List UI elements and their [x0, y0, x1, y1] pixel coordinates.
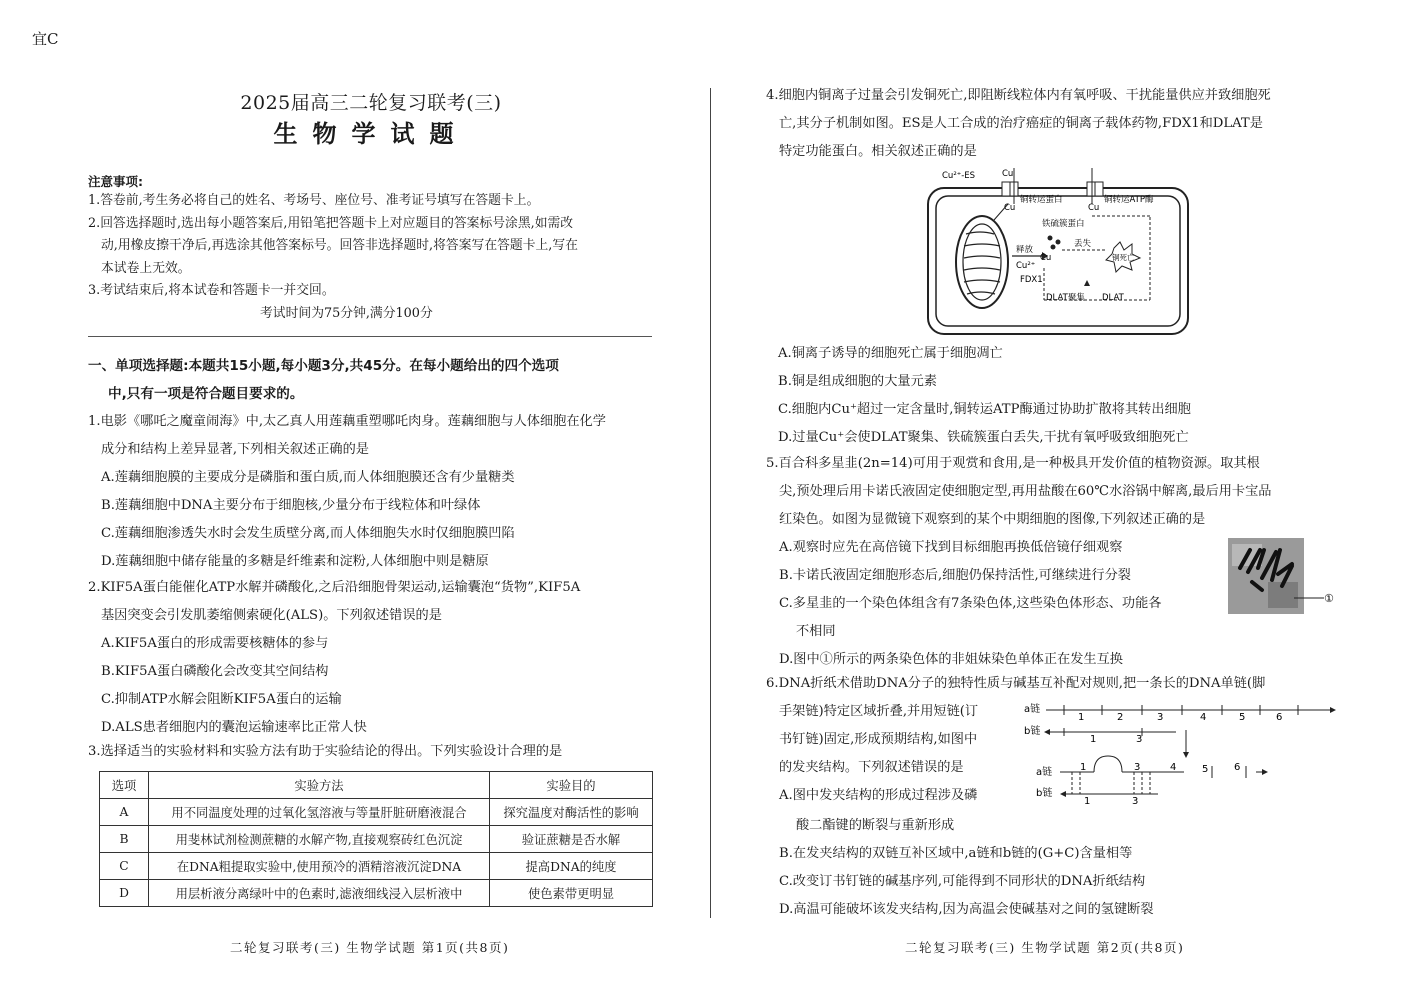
label-num: 1 — [1090, 734, 1097, 745]
label-num: 1 — [1080, 762, 1087, 773]
divider — [88, 336, 652, 337]
notice-block — [88, 190, 578, 325]
table-cell: 用斐林试剂检测蔗糖的水解产物,直接观察砖红色沉淀 — [149, 826, 490, 853]
table-row — [100, 853, 653, 880]
exam-title: 2025届高三二轮复习联考(三) — [240, 92, 502, 114]
label-fes: 铁硫簇蛋白 — [1042, 219, 1085, 229]
q6-option-b: B.在发夹结构的双链互补区域中,a链和b链的(G+C)含量相等 — [779, 846, 1133, 861]
column-divider — [710, 88, 711, 918]
label-num: 4 — [1170, 762, 1177, 773]
q4-option-c: C.细胞内Cu⁺超过一定含量时,铜转运ATP酶通过协助扩散将其转出细胞 — [778, 402, 1191, 417]
q2-option-d: D.ALS患者细胞内的囊泡运输速率比正常人快 — [101, 720, 367, 735]
table-row — [100, 799, 653, 826]
q1-stem: 成分和结构上差异显著,下列相关叙述正确的是 — [101, 442, 369, 457]
label-num: 4 — [1200, 712, 1207, 723]
table-row — [100, 826, 653, 853]
q5-option-c-cont: 不相同 — [796, 624, 836, 639]
table-cell: C — [100, 853, 149, 880]
table-cell: 提高DNA的纯度 — [490, 853, 653, 880]
q4-option-d: D.过量Cu⁺会使DLAT聚集、铁硫簇蛋白丢失,干扰有氧呼吸致细胞死亡 — [778, 430, 1189, 445]
label-b-chain: b链 — [1036, 788, 1053, 799]
q3-table — [99, 771, 653, 907]
notice-line: 3.考试结束后,将本试卷和答题卡一并交回。 — [88, 283, 335, 298]
notice-line: 2.回答选择题时,选出每小题答案后,用铅笔把答题卡上对应题目的答案标号涂黑,如需改 — [88, 215, 574, 231]
q5-option-c: C.多星韭的一个染色体组含有7条染色体,这些染色体形态、功能各 — [779, 596, 1162, 611]
q1-option-a: A.莲藕细胞膜的主要成分是磷脂和蛋白质,而人体细胞膜还含有少量糖类 — [101, 470, 515, 485]
figure-marker: ① — [1324, 592, 1334, 605]
question-4-options — [778, 340, 1191, 452]
label-a-chain: a链 — [1024, 704, 1041, 715]
footer-left: 二轮复习联考(三) 生物学试题 第1页(共8页) — [230, 940, 510, 955]
q1-option-d: D.莲藕细胞中储存能量的多糖是纤维素和淀粉,人体细胞中则是糖原 — [101, 554, 489, 569]
question-5 — [766, 450, 1271, 674]
table-cell: B — [100, 826, 149, 853]
table-header: 实验方法 — [149, 772, 490, 799]
label-num: 2 — [1117, 712, 1124, 723]
label-loss: 丢失 — [1074, 239, 1092, 249]
table-cell: A — [100, 799, 149, 826]
q1-stem: 1.电影《哪吒之魔童闹海》中,太乙真人用莲藕重塑哪吒肉身。莲藕细胞与人体细胞在化学 — [88, 414, 606, 429]
label-num: 3 — [1157, 712, 1164, 723]
q6-stem: 书钉链)固定,形成预期结构,如图中 — [779, 732, 978, 747]
q2-option-c: C.抑制ATP水解会阻断KIF5A蛋白的运输 — [101, 692, 342, 707]
micrograph-image — [1228, 538, 1338, 616]
q5-option-b: B.卡诺氏液固定细胞形态后,细胞仍保持活性,可继续进行分裂 — [779, 568, 1131, 583]
label-cu: Cu — [1088, 203, 1100, 213]
q2-option-b: B.KIF5A蛋白磷酸化会改变其空间结构 — [101, 664, 329, 679]
label-death: 铜死亡 — [1112, 253, 1135, 262]
notice-line: 动,用橡皮擦干净后,再选涂其他答案标号。回答非选择题时,将答案写在答题卡上,写在 — [101, 238, 578, 253]
logo: 宜C — [32, 30, 59, 48]
q4-stem: 特定功能蛋白。相关叙述正确的是 — [779, 144, 977, 159]
q5-stem: 尖,预处理后用卡诺氏液固定使细胞定型,再用盐酸在60℃水浴锅中解离,最后用卡宝品 — [779, 484, 1272, 499]
section-title-line2: 中,只有一项是符合题目要求的。 — [108, 386, 304, 402]
table-cell: 验证蔗糖是否水解 — [490, 826, 653, 853]
notice-line: 本试卷上无效。 — [101, 260, 191, 276]
q6-option-a: A.图中发夹结构的形成过程涉及磷 — [779, 788, 978, 803]
table-header: 实验目的 — [490, 772, 653, 799]
label-dlat: DLAT — [1102, 293, 1124, 303]
q6-stem: 手架链)特定区域折叠,并用短链(订 — [779, 704, 979, 719]
q5-stem: 红染色。如图为显微镜下观察到的某个中期细胞的图像,下列叙述正确的是 — [779, 512, 1206, 527]
section-title-line1: 一、单项选择题:本题共15小题,每小题3分,共45分。在每小题给出的四个选项 — [88, 358, 559, 374]
question-4-stem — [766, 82, 1271, 166]
label-transporter-in: 铜转运蛋白 — [1020, 195, 1063, 205]
table-cell: 使色素带更明显 — [490, 880, 653, 907]
label-num: 6 — [1234, 762, 1241, 773]
label-num: 5 — [1202, 764, 1209, 775]
q5-option-a: A.观察时应先在高倍镜下找到目标细胞再换低倍镜仔细观察 — [779, 540, 1123, 555]
table-header-row — [100, 772, 653, 799]
label-cu: Cu — [1002, 169, 1014, 179]
q4-stem: 亡,其分子机制如图。ES是人工合成的治疗癌症的铜离子载体药物,FDX1和DLAT是 — [779, 116, 1263, 131]
q6-option-c: C.改变订书钉链的碱基序列,可能得到不同形状的DNA折纸结构 — [779, 874, 1146, 889]
q1-option-b: B.莲藕细胞中DNA主要分布于细胞核,少量分布于线粒体和叶绿体 — [101, 498, 481, 513]
label-a-chain: a链 — [1036, 767, 1053, 778]
q2-stem: 2.KIF5A蛋白能催化ATP水解并磷酸化,之后沿细胞骨架运动,运输囊泡“货物”,KIF5A — [88, 580, 581, 595]
q6-stem: 的发夹结构。下列叙述错误的是 — [779, 760, 964, 775]
subject-title: 生物学试题 — [273, 120, 469, 148]
dna-hairpin-diagram — [1024, 700, 1340, 810]
q4-stem: 4.细胞内铜离子过量会引发铜死亡,即阻断线粒体内有氧呼吸、干扰能量供应并致细胞死 — [766, 88, 1271, 103]
q1-option-c: C.莲藕细胞渗透失水时会发生质壁分离,而人体细胞失水时仅细胞膜凹陷 — [101, 526, 515, 541]
q5-stem: 5.百合科多星韭(2n=14)可用于观赏和食用,是一种极具开发价值的植物资源。取其根 — [766, 456, 1260, 471]
label-num: 1 — [1084, 796, 1091, 807]
notice-heading: 注意事项: — [88, 174, 143, 189]
q5-option-d: D.图中①所示的两条染色体的非姐妹染色单体正在发生互换 — [779, 652, 1123, 667]
q4-option-a: A.铜离子诱导的细胞死亡属于细胞凋亡 — [778, 346, 1003, 361]
q3-stem: 3.选择适当的实验材料和实验方法有助于实验结论的得出。下列实验设计合理的是 — [88, 744, 563, 759]
table-row — [100, 880, 653, 907]
label-cu-es: Cu²⁺-ES — [942, 171, 976, 181]
time-info: 考试时间为75分钟,满分100分 — [260, 305, 433, 321]
question-1 — [88, 408, 606, 576]
label-num: 5 — [1239, 712, 1246, 723]
table-cell: 探究温度对酶活性的影响 — [490, 799, 653, 826]
table-cell: 用不同温度处理的过氧化氢溶液与等量肝脏研磨液混合 — [149, 799, 490, 826]
label-transporter-out: 铜转运ATP酶 — [1104, 195, 1154, 205]
footer-right: 二轮复习联考(三) 生物学试题 第2页(共8页) — [905, 940, 1185, 955]
table-cell: 在DNA粗提取实验中,使用预冷的酒精溶液沉淀DNA — [149, 853, 490, 880]
q2-stem: 基因突变会引发肌萎缩侧索硬化(ALS)。下列叙述错误的是 — [101, 608, 442, 623]
q6-option-d: D.高温可能破坏该发夹结构,因为高温会使碱基对之间的氢键断裂 — [779, 902, 1154, 917]
q6-option-a-cont: 酸二酯键的断裂与重新形成 — [796, 818, 955, 833]
copper-death-diagram — [924, 164, 1194, 340]
q4-option-b: B.铜是组成细胞的大量元素 — [778, 374, 937, 389]
table-cell: D — [100, 880, 149, 907]
question-2 — [88, 574, 580, 742]
q6-stem: 6.DNA折纸术借助DNA分子的独特性质与碱基互补配对规则,把一条长的DNA单链(脚 — [766, 676, 1266, 691]
label-dlat-agg: DLAT聚集 — [1046, 293, 1085, 303]
label-num: 3 — [1132, 796, 1139, 807]
label-fdx1: FDX1 — [1020, 275, 1043, 285]
label-num: 3 — [1136, 734, 1143, 745]
label-num: 6 — [1276, 712, 1283, 723]
q2-option-a: A.KIF5A蛋白的形成需要核糖体的参与 — [101, 636, 329, 651]
table-cell: 用层析液分离绿叶中的色素时,滤液细线浸入层析液中 — [149, 880, 490, 907]
label-release: 释放 — [1016, 245, 1034, 255]
label-cu: Cu — [1004, 203, 1016, 213]
label-num: 1 — [1078, 712, 1085, 723]
label-cu: Cu — [1040, 253, 1052, 263]
table-header: 选项 — [100, 772, 149, 799]
notice-line: 1.答卷前,考生务必将自己的姓名、考场号、座位号、准考证号填写在答题卡上。 — [88, 193, 540, 208]
label-cu2: Cu²⁺ — [1016, 261, 1036, 271]
label-b-chain: b链 — [1024, 726, 1041, 737]
label-num: 3 — [1134, 762, 1141, 773]
